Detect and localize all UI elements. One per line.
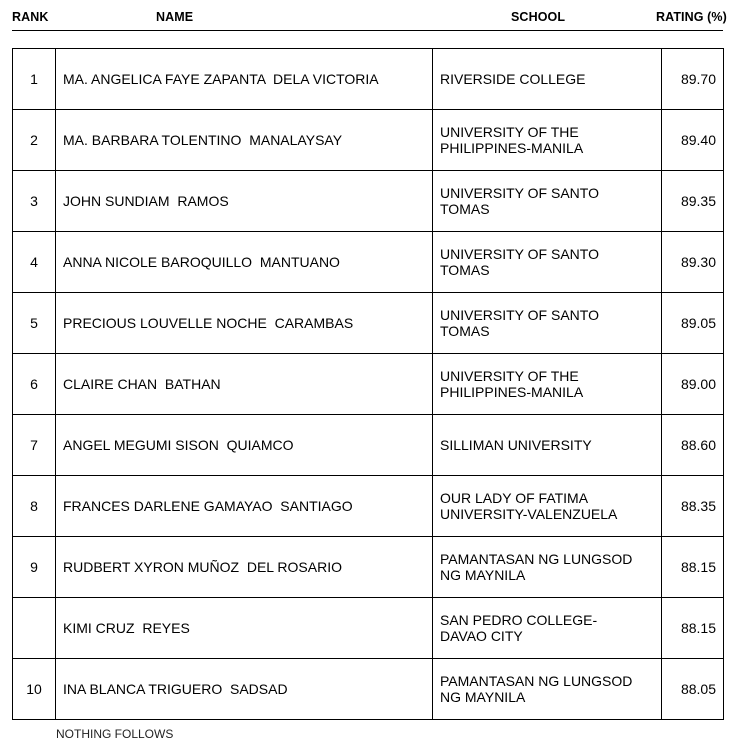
rating-cell: 88.35	[662, 476, 724, 537]
school-line-2: PHILIPPINES-MANILA	[440, 384, 584, 400]
name-cell: INA BLANCA TRIGUERO SADSAD	[56, 659, 433, 720]
rank-cell: 1	[13, 49, 56, 110]
school-cell	[433, 598, 662, 659]
header-rank: RANK	[12, 10, 49, 24]
results-table-body	[13, 49, 724, 720]
table-row	[13, 537, 724, 598]
school-cell	[433, 537, 662, 598]
rank-cell: 5	[13, 293, 56, 354]
school-line-1: PAMANTASAN NG LUNGSOD	[440, 551, 633, 567]
table-row	[13, 415, 724, 476]
school-cell	[433, 415, 662, 476]
table-row	[13, 171, 724, 232]
school-line-1: UNIVERSITY OF THE	[440, 368, 579, 384]
rating-cell: 89.70	[662, 49, 724, 110]
rating-cell: 89.30	[662, 232, 724, 293]
school-line-1: UNIVERSITY OF SANTO	[440, 307, 599, 323]
school-line-1: UNIVERSITY OF SANTO	[440, 185, 599, 201]
school-line-1: SAN PEDRO COLLEGE-	[440, 612, 598, 628]
school-line-2: NG MAYNILA	[440, 567, 526, 583]
header-rating: RATING (%)	[656, 10, 727, 24]
name-cell: MA. ANGELICA FAYE ZAPANTA DELA VICTORIA	[56, 49, 433, 110]
school-line-1: UNIVERSITY OF SANTO	[440, 246, 599, 262]
rating-cell: 89.40	[662, 110, 724, 171]
rank-cell: 8	[13, 476, 56, 537]
school-line-2: TOMAS	[440, 201, 490, 217]
rating-cell: 89.05	[662, 293, 724, 354]
school-line-2: DAVAO CITY	[440, 628, 523, 644]
rank-cell: 4	[13, 232, 56, 293]
header-school: SCHOOL	[511, 10, 566, 24]
table-row	[13, 659, 724, 720]
table-row	[13, 476, 724, 537]
results-table	[12, 48, 724, 720]
rating-cell: 88.05	[662, 659, 724, 720]
school-line-2: PHILIPPINES-MANILA	[440, 140, 584, 156]
name-cell: KIMI CRUZ REYES	[56, 598, 433, 659]
school-line-1: PAMANTASAN NG LUNGSOD	[440, 673, 633, 689]
table-row	[13, 110, 724, 171]
school-cell	[433, 232, 662, 293]
rating-cell: 89.35	[662, 171, 724, 232]
table-row	[13, 598, 724, 659]
school-line-2: UNIVERSITY-VALENZUELA	[440, 506, 618, 522]
rating-cell: 88.15	[662, 598, 724, 659]
school-line-1: UNIVERSITY OF THE	[440, 124, 579, 140]
school-cell	[433, 476, 662, 537]
name-cell: ANNA NICOLE BAROQUILLO MANTUANO	[56, 232, 433, 293]
name-cell: JOHN SUNDIAM RAMOS	[56, 171, 433, 232]
school-line-1: RIVERSIDE COLLEGE	[440, 71, 586, 87]
rank-cell: 9	[13, 537, 56, 598]
name-cell: FRANCES DARLENE GAMAYAO SANTIAGO	[56, 476, 433, 537]
school-cell	[433, 110, 662, 171]
rating-cell: 88.60	[662, 415, 724, 476]
table-row	[13, 232, 724, 293]
name-cell: CLAIRE CHAN BATHAN	[56, 354, 433, 415]
header-name: NAME	[156, 10, 194, 24]
name-cell: MA. BARBARA TOLENTINO MANALAYSAY	[56, 110, 433, 171]
school-cell	[433, 354, 662, 415]
table-row	[13, 354, 724, 415]
header-divider	[12, 30, 723, 31]
name-cell: RUDBERT XYRON MUÑOZ DEL ROSARIO	[56, 537, 433, 598]
rating-cell: 89.00	[662, 354, 724, 415]
rank-cell: 2	[13, 110, 56, 171]
table-row	[13, 49, 724, 110]
rank-cell: 10	[13, 659, 56, 720]
rank-cell: 6	[13, 354, 56, 415]
school-line-2: TOMAS	[440, 323, 490, 339]
rank-cell: 3	[13, 171, 56, 232]
rank-cell	[13, 598, 56, 659]
school-line-2: TOMAS	[440, 262, 490, 278]
table-row	[13, 293, 724, 354]
footer-note: NOTHING FOLLOWS	[56, 727, 174, 741]
school-line-2: NG MAYNILA	[440, 689, 526, 705]
name-cell: ANGEL MEGUMI SISON QUIAMCO	[56, 415, 433, 476]
name-cell: PRECIOUS LOUVELLE NOCHE CARAMBAS	[56, 293, 433, 354]
rank-cell: 7	[13, 415, 56, 476]
school-line-1: OUR LADY OF FATIMA	[440, 490, 589, 506]
school-cell	[433, 293, 662, 354]
school-cell	[433, 171, 662, 232]
school-cell	[433, 659, 662, 720]
rating-cell: 88.15	[662, 537, 724, 598]
school-cell	[433, 49, 662, 110]
school-line-1: SILLIMAN UNIVERSITY	[440, 437, 592, 453]
